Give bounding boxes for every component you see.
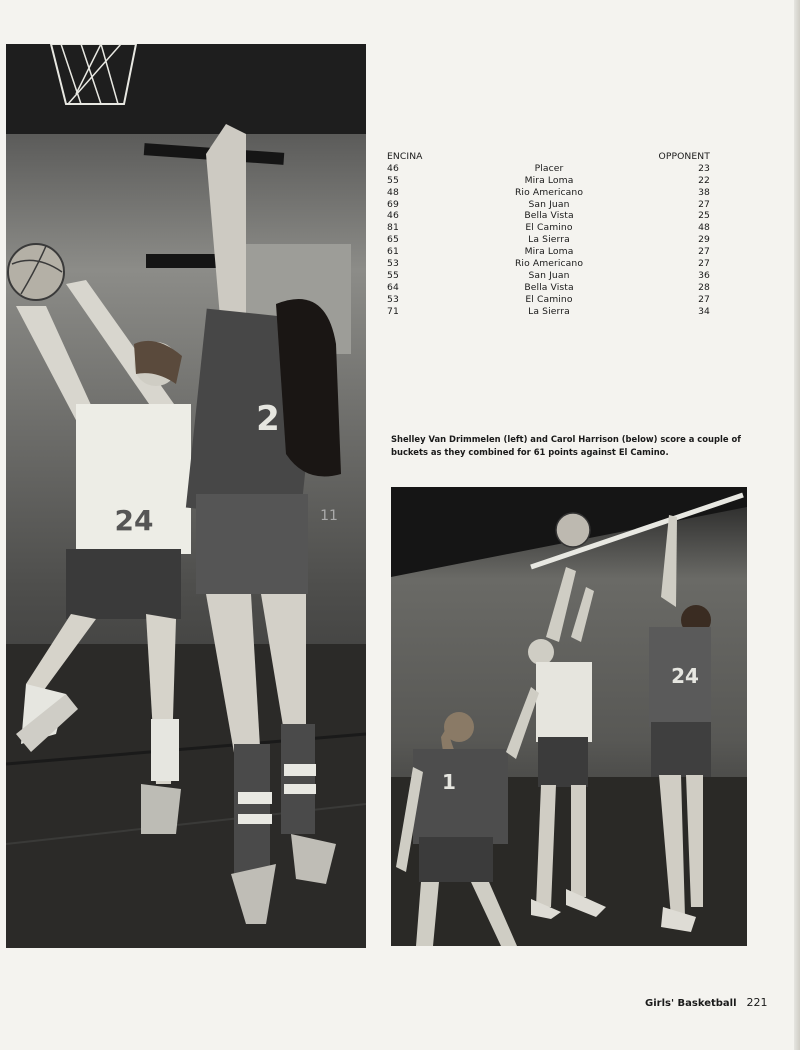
jersey-number-11: 11 <box>320 508 338 524</box>
score-row <box>387 222 710 234</box>
score-row <box>387 294 710 306</box>
opponent-score: 25 <box>698 210 710 222</box>
photo-jump-shot-below <box>391 487 747 946</box>
opponent-score: 23 <box>698 162 710 174</box>
page-number: 221 <box>746 996 768 1009</box>
opponent-name: San Juan <box>528 198 570 210</box>
opponent-score: 27 <box>698 293 710 305</box>
opponent-name: San Juan <box>528 269 570 281</box>
encina-score: 64 <box>387 281 399 293</box>
photo-caption: Shelley Van Drimmelen (left) and Carol Harrison (below) score a couple of buckets as they combined for 61 points against El Camino. <box>391 434 741 457</box>
basketball-icon <box>556 513 590 547</box>
encina-score: 53 <box>387 293 399 305</box>
encina-score: 53 <box>387 258 399 270</box>
encina-score: 71 <box>387 305 399 317</box>
opponent-name: Rio Americano <box>514 258 584 270</box>
opponent-name: Mira Loma <box>524 246 574 258</box>
opponent-score: 22 <box>698 174 710 186</box>
opponent-score: 27 <box>698 258 710 270</box>
score-row <box>387 270 710 282</box>
opponent-name: La Sierra <box>528 234 570 246</box>
score-row <box>387 234 710 246</box>
opponent-score: 27 <box>698 198 710 210</box>
opponent-name: Bella Vista <box>524 281 574 293</box>
opponent-name: El Camino <box>525 222 573 234</box>
encina-score: 61 <box>387 246 399 258</box>
score-row <box>387 187 710 199</box>
score-row <box>387 163 710 175</box>
encina-score: 65 <box>387 234 399 246</box>
encina-score: 55 <box>387 269 399 281</box>
jersey-number-24: 24 <box>671 664 699 688</box>
team-column-header: ENCINA <box>387 151 423 162</box>
opponent-name: El Camino <box>525 293 573 305</box>
opponent-name: La Sierra <box>528 305 570 317</box>
score-row <box>387 306 710 318</box>
photo-layup-left <box>6 44 366 948</box>
opponent-score: 36 <box>698 269 710 281</box>
basketball-icon <box>8 244 64 300</box>
encina-score: 48 <box>387 186 399 198</box>
season-scores-table <box>387 151 710 317</box>
page-footer <box>645 996 768 1009</box>
encina-score: 81 <box>387 222 399 234</box>
opponent-name: Bella Vista <box>524 210 574 222</box>
opponent-name: Rio Americano <box>514 186 584 198</box>
opponent-name: Placer <box>534 162 564 174</box>
score-row <box>387 199 710 211</box>
score-row <box>387 175 710 187</box>
opponent-score: 34 <box>698 305 710 317</box>
encina-score: 69 <box>387 198 399 210</box>
score-row <box>387 258 710 270</box>
encina-score: 46 <box>387 210 399 222</box>
opponent-column-header: OPPONENT <box>658 151 710 162</box>
encina-score: 46 <box>387 162 399 174</box>
encina-score: 55 <box>387 174 399 186</box>
opponent-score: 38 <box>698 186 710 198</box>
opponent-score: 28 <box>698 281 710 293</box>
opponent-score: 29 <box>698 234 710 246</box>
jersey-number-24: 24 <box>114 504 154 537</box>
score-row <box>387 210 710 222</box>
jersey-number-1: 1 <box>442 770 456 794</box>
opponent-score: 27 <box>698 246 710 258</box>
page-edge <box>794 0 800 1050</box>
scores-header <box>387 151 710 163</box>
opponent-name: Mira Loma <box>524 174 574 186</box>
opponent-score: 48 <box>698 222 710 234</box>
score-row <box>387 282 710 294</box>
score-row <box>387 246 710 258</box>
section-title: Girls' Basketball <box>645 998 737 1009</box>
jersey-number-2: 2 <box>256 399 280 439</box>
